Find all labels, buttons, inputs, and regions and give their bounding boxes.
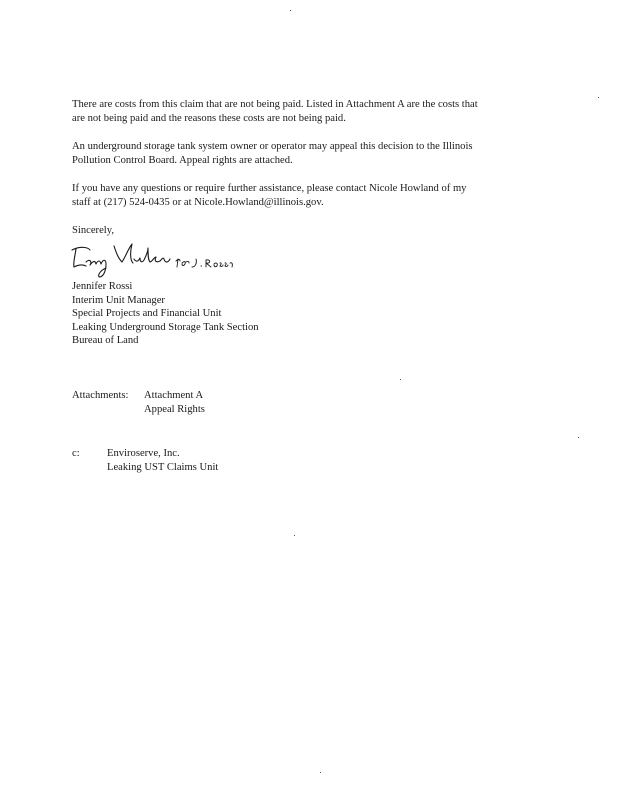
scan-speck: [290, 10, 291, 11]
paragraph-line: Pollution Control Board. Appeal rights are attached.: [72, 154, 293, 166]
cc-item: Enviroserve, Inc.: [107, 448, 180, 459]
paragraph-line: There are costs from this claim that are not being paid. Listed in Attachment A are the costs that: [72, 99, 478, 110]
cc-label: c:: [72, 448, 80, 459]
costs-paragraph: [72, 98, 552, 125]
scan-speck: [320, 772, 321, 773]
scan-speck: [578, 437, 579, 438]
paragraph-line: are not being paid and the reasons these costs are not being paid.: [72, 112, 346, 124]
scan-speck: [400, 379, 401, 380]
attachments-label: Attachments:: [72, 390, 129, 401]
cc-item: Leaking UST Claims Unit: [107, 461, 219, 473]
signatory-section: Leaking Underground Storage Tank Section: [72, 321, 259, 333]
appeal-paragraph: [72, 140, 552, 167]
paragraph-line: If you have any questions or require further assistance, please contact Nicole Howland of my: [72, 183, 467, 194]
scan-speck: [598, 97, 599, 98]
signature-block: [72, 280, 259, 348]
handwritten-signature: [66, 240, 236, 280]
signatory-title: Interim Unit Manager: [72, 294, 165, 306]
attachment-item: Attachment A: [144, 390, 204, 401]
attachment-item: Appeal Rights: [144, 403, 205, 415]
paragraph-line: staff at (217) 524-0435 or at Nicole.Howland@illinois.gov.: [72, 196, 324, 208]
paragraph-line: An underground storage tank system owner or operator may appeal this decision to the Illinois: [72, 141, 473, 152]
closing-salutation: Sincerely,: [72, 225, 114, 236]
contact-paragraph: [72, 182, 552, 209]
signatory-unit: Special Projects and Financial Unit: [72, 308, 222, 320]
scan-speck: [294, 535, 295, 536]
signatory-bureau: Bureau of Land: [72, 335, 139, 347]
signatory-name: Jennifer Rossi: [72, 281, 133, 292]
